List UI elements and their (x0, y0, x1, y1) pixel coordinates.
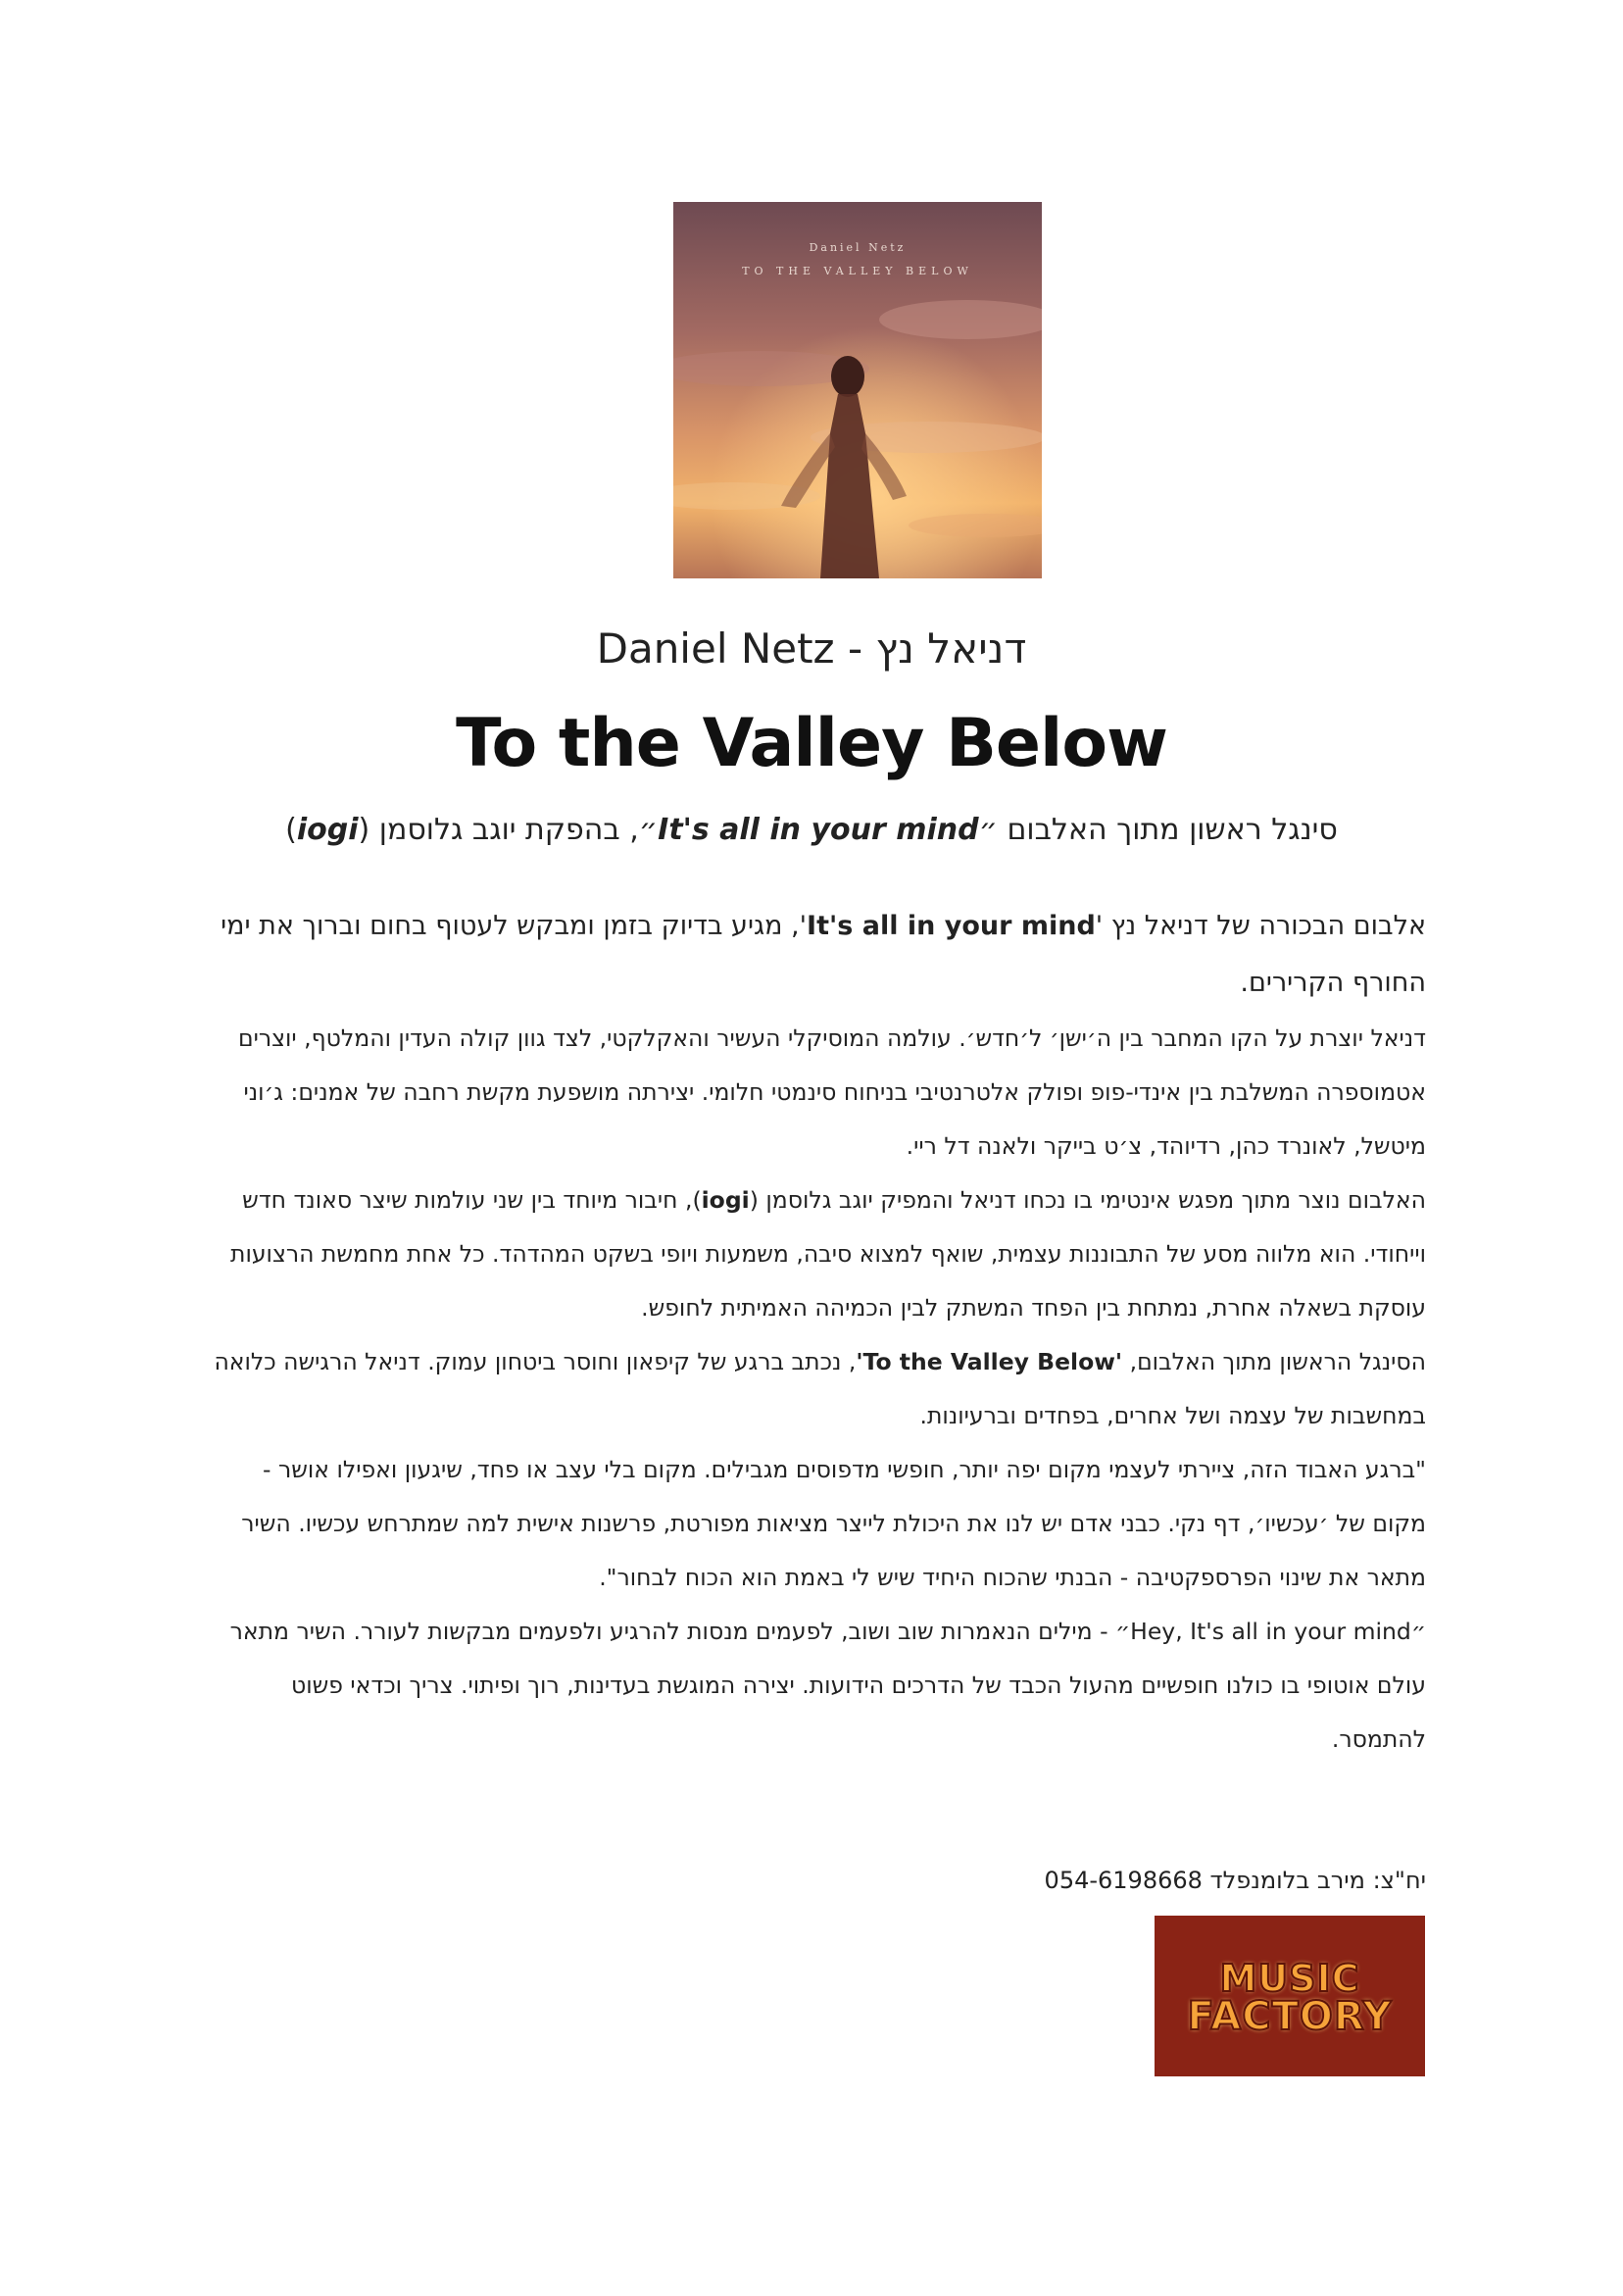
subtitle-mid: ״, בהפקת יוגב גלוסמן ( (358, 813, 659, 847)
press-release-body (206, 898, 1426, 1767)
subtitle-prefix: סינגל ראשון מתוך האלבום ״ (978, 813, 1338, 847)
subtitle (0, 806, 1623, 855)
music-factory-logo (1155, 1916, 1425, 2076)
cover-artist-text: Daniel Netz (809, 241, 907, 254)
single-title: 'To the Valley Below' (856, 1348, 1123, 1375)
intro-post: ', מגיע בדיוק בזמן ומבקש לעטוף בחום וברוך את ימי החורף הקרירים. (221, 911, 1426, 998)
paragraph-intro (206, 898, 1426, 1012)
page-title: To the Valley Below (456, 705, 1167, 782)
album-cover (673, 202, 1042, 578)
intro-album: It's all in your mind (807, 911, 1096, 941)
paragraph-single (206, 1335, 1426, 1443)
cover-album-text: TO THE VALLEY BELOW (742, 265, 973, 277)
logo-line-1: MUSIC (1219, 1957, 1360, 2000)
subtitle-producer: iogi (296, 813, 359, 847)
paragraph-quote: "ברגע האבוד הזה, ציירתי לעצמי מקום יפה יותר, חופשי מדפוסים מגבילים. מקום בלי עצב או פחד, שיגעון ואפילו אושר - מקום של ׳עכשיו׳, דף נקי. כבני אדם יש לנו את היכולת לייצר מציאות מפורטת, פרשנות אישית למה שמתרחש עכשיו. השיר מתאר את שינוי הפרספקטיבה - הבנתי שהכוח היחיד שיש לי באמת הוא הכוח לבחור". (241, 1456, 1426, 1591)
album-post: ), חיבור מיוחד בין שני עולמות שיצר סאונד חדש וייחודי. הוא מלווה מסע של התבוננות עצמית, שואף למצוא סיבה, משמעות ויופי בשקט המהדהד. כל אחת מחמשת הרצועות עוסקת בשאלה אחרת, נמתחת בין הפחד המשתק לבין הכמיהה האמיתית לחופש. (230, 1186, 1426, 1322)
artist-line: Daniel Netz - דניאל נץ (596, 624, 1027, 673)
logo-line-2: FACTORY (1187, 1994, 1393, 2039)
pr-contact: יח"צ: מירב בלומנפלד 054-6198668 (1044, 1867, 1426, 1894)
subtitle-album: It's all in your mind (658, 813, 979, 847)
single-pre: הסינגל הראשון מתוך האלבום, (1122, 1348, 1426, 1375)
paragraph-lyrics: ״Hey, It's all in your mind״ - מילים הנאמרות שוב ושוב, לפעמים מנסות להרגיע ולפעמים מבקשות לעורר. השיר מתאר עולם אוטופי בו כולנו חופשיים מהעול הכבד של הדרכים הידועות. יצירה המוגשת בעדינות, רוך ופיתוי. צריך וכדאי פשוט להתמסר. (229, 1618, 1426, 1753)
intro-pre: אלבום הבכורה של דניאל נץ ' (1095, 911, 1426, 941)
paragraph-style: דניאל יוצרת על הקו המחבר בין ה׳ישן׳ ל׳חדש׳. עולמה המוסיקלי העשיר והאקלקטי, לצד גוון קולה העדין והמלטף, יוצרים אטמוספרה המשלבת בין אינדי-פופ ופולק אלטרנטיבי בניחוח סינמטי חלומי. יצירתה מושפעת מקשת רחבה של אמנים: ג׳וני מיטשל, לאונרד כהן, רדיוהד, צ׳ט בייקר ולאנה דל ריי. (237, 1024, 1426, 1160)
subtitle-suffix: ) (285, 813, 297, 847)
album-pre: האלבום נוצר מתוך מפגש אינטימי בו נכחו דניאל והמפיק יוגב גלוסמן ( (749, 1186, 1426, 1214)
album-cover-art (673, 202, 1042, 578)
album-producer: iogi (701, 1186, 750, 1214)
single-post: , נכתב ברגע של קיפאון וחוסר ביטחון עמוק. דניאל הרגישה כלואה במחשבות של עצמה ושל אחרים, בפחדים וברעיונות. (214, 1348, 1426, 1429)
paragraph-album (206, 1173, 1426, 1335)
